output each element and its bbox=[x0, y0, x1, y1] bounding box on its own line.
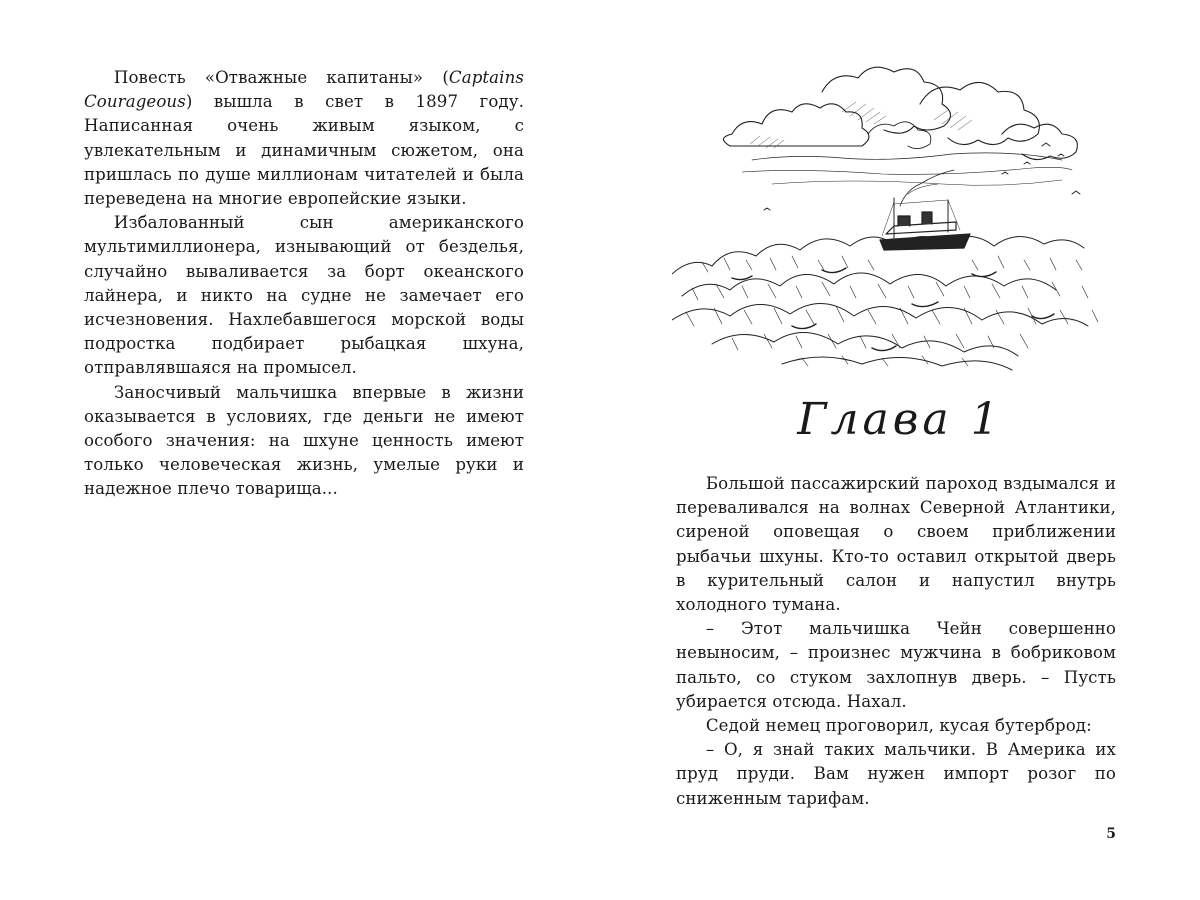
chapter-paragraph-2: – Этот мальчишка Чейн совершенно невыносим, – произнес мужчина в бобриковом пальто, со стуком захлопнув дверь. – Пусть убирается отсюда. Нахал. bbox=[676, 619, 1116, 711]
chapter-paragraph-1: Большой пассажирский пароход вздымался и переваливался на волнах Северной Атлантики, сиреной оповещая о своем приближении рыбачьи шхуны. Кто-то оставил открытой дверь в курительный салон и напустил внутрь холодного тумана. bbox=[676, 474, 1116, 615]
birds bbox=[764, 143, 1080, 210]
page-number: 5 bbox=[1106, 826, 1116, 842]
ship-at-sea-illustration bbox=[672, 64, 1128, 372]
foreword-paragraph-1 bbox=[84, 66, 524, 211]
chapter-paragraph-4: – О, я знай таких мальчики. В Америка их пруд пруди. Вам нужен импорт розог по сниженным тарифам. bbox=[676, 740, 1116, 808]
paragraph-text: ) вышла в свет в 1897 году. Написанная очень живым языком, с увлекательным и динамичным сюжетом, она пришлась по душе миллионам читателей и была переведена на многие европейские языки. bbox=[84, 92, 524, 209]
clouds bbox=[723, 67, 1077, 185]
chapter-text bbox=[676, 472, 1116, 811]
steamship bbox=[880, 170, 970, 250]
foreword-paragraph-3: Заносчивый мальчишка впервые в жизни оказывается в условиях, где деньги не имеют особого значения: на шхуне ценность имеют только человеческая жизнь, умелые руки и надежное плечо товарища... bbox=[84, 382, 524, 499]
original-title-italic: Captains Courageous bbox=[84, 68, 524, 112]
foreword-text bbox=[84, 66, 524, 502]
right-page bbox=[600, 0, 1200, 900]
paragraph-text: Повесть «Отважные капитаны» ( bbox=[113, 68, 449, 87]
foreword-paragraph-2: Избалованный сын американского мультимиллионера, изнывающий от безделья, случайно вываливается за борт океанского лайнера, и никто на судне не замечает его исчезновения. Нахлебавшегося морской воды подростка подбирает рыбацкая шхуна, отправлявшаяся на промысел. bbox=[84, 213, 524, 378]
chapter-paragraph-3: Седой немец проговорил, кусая бутерброд: bbox=[705, 716, 1092, 736]
chapter-title: Глава 1 bbox=[797, 394, 1003, 445]
